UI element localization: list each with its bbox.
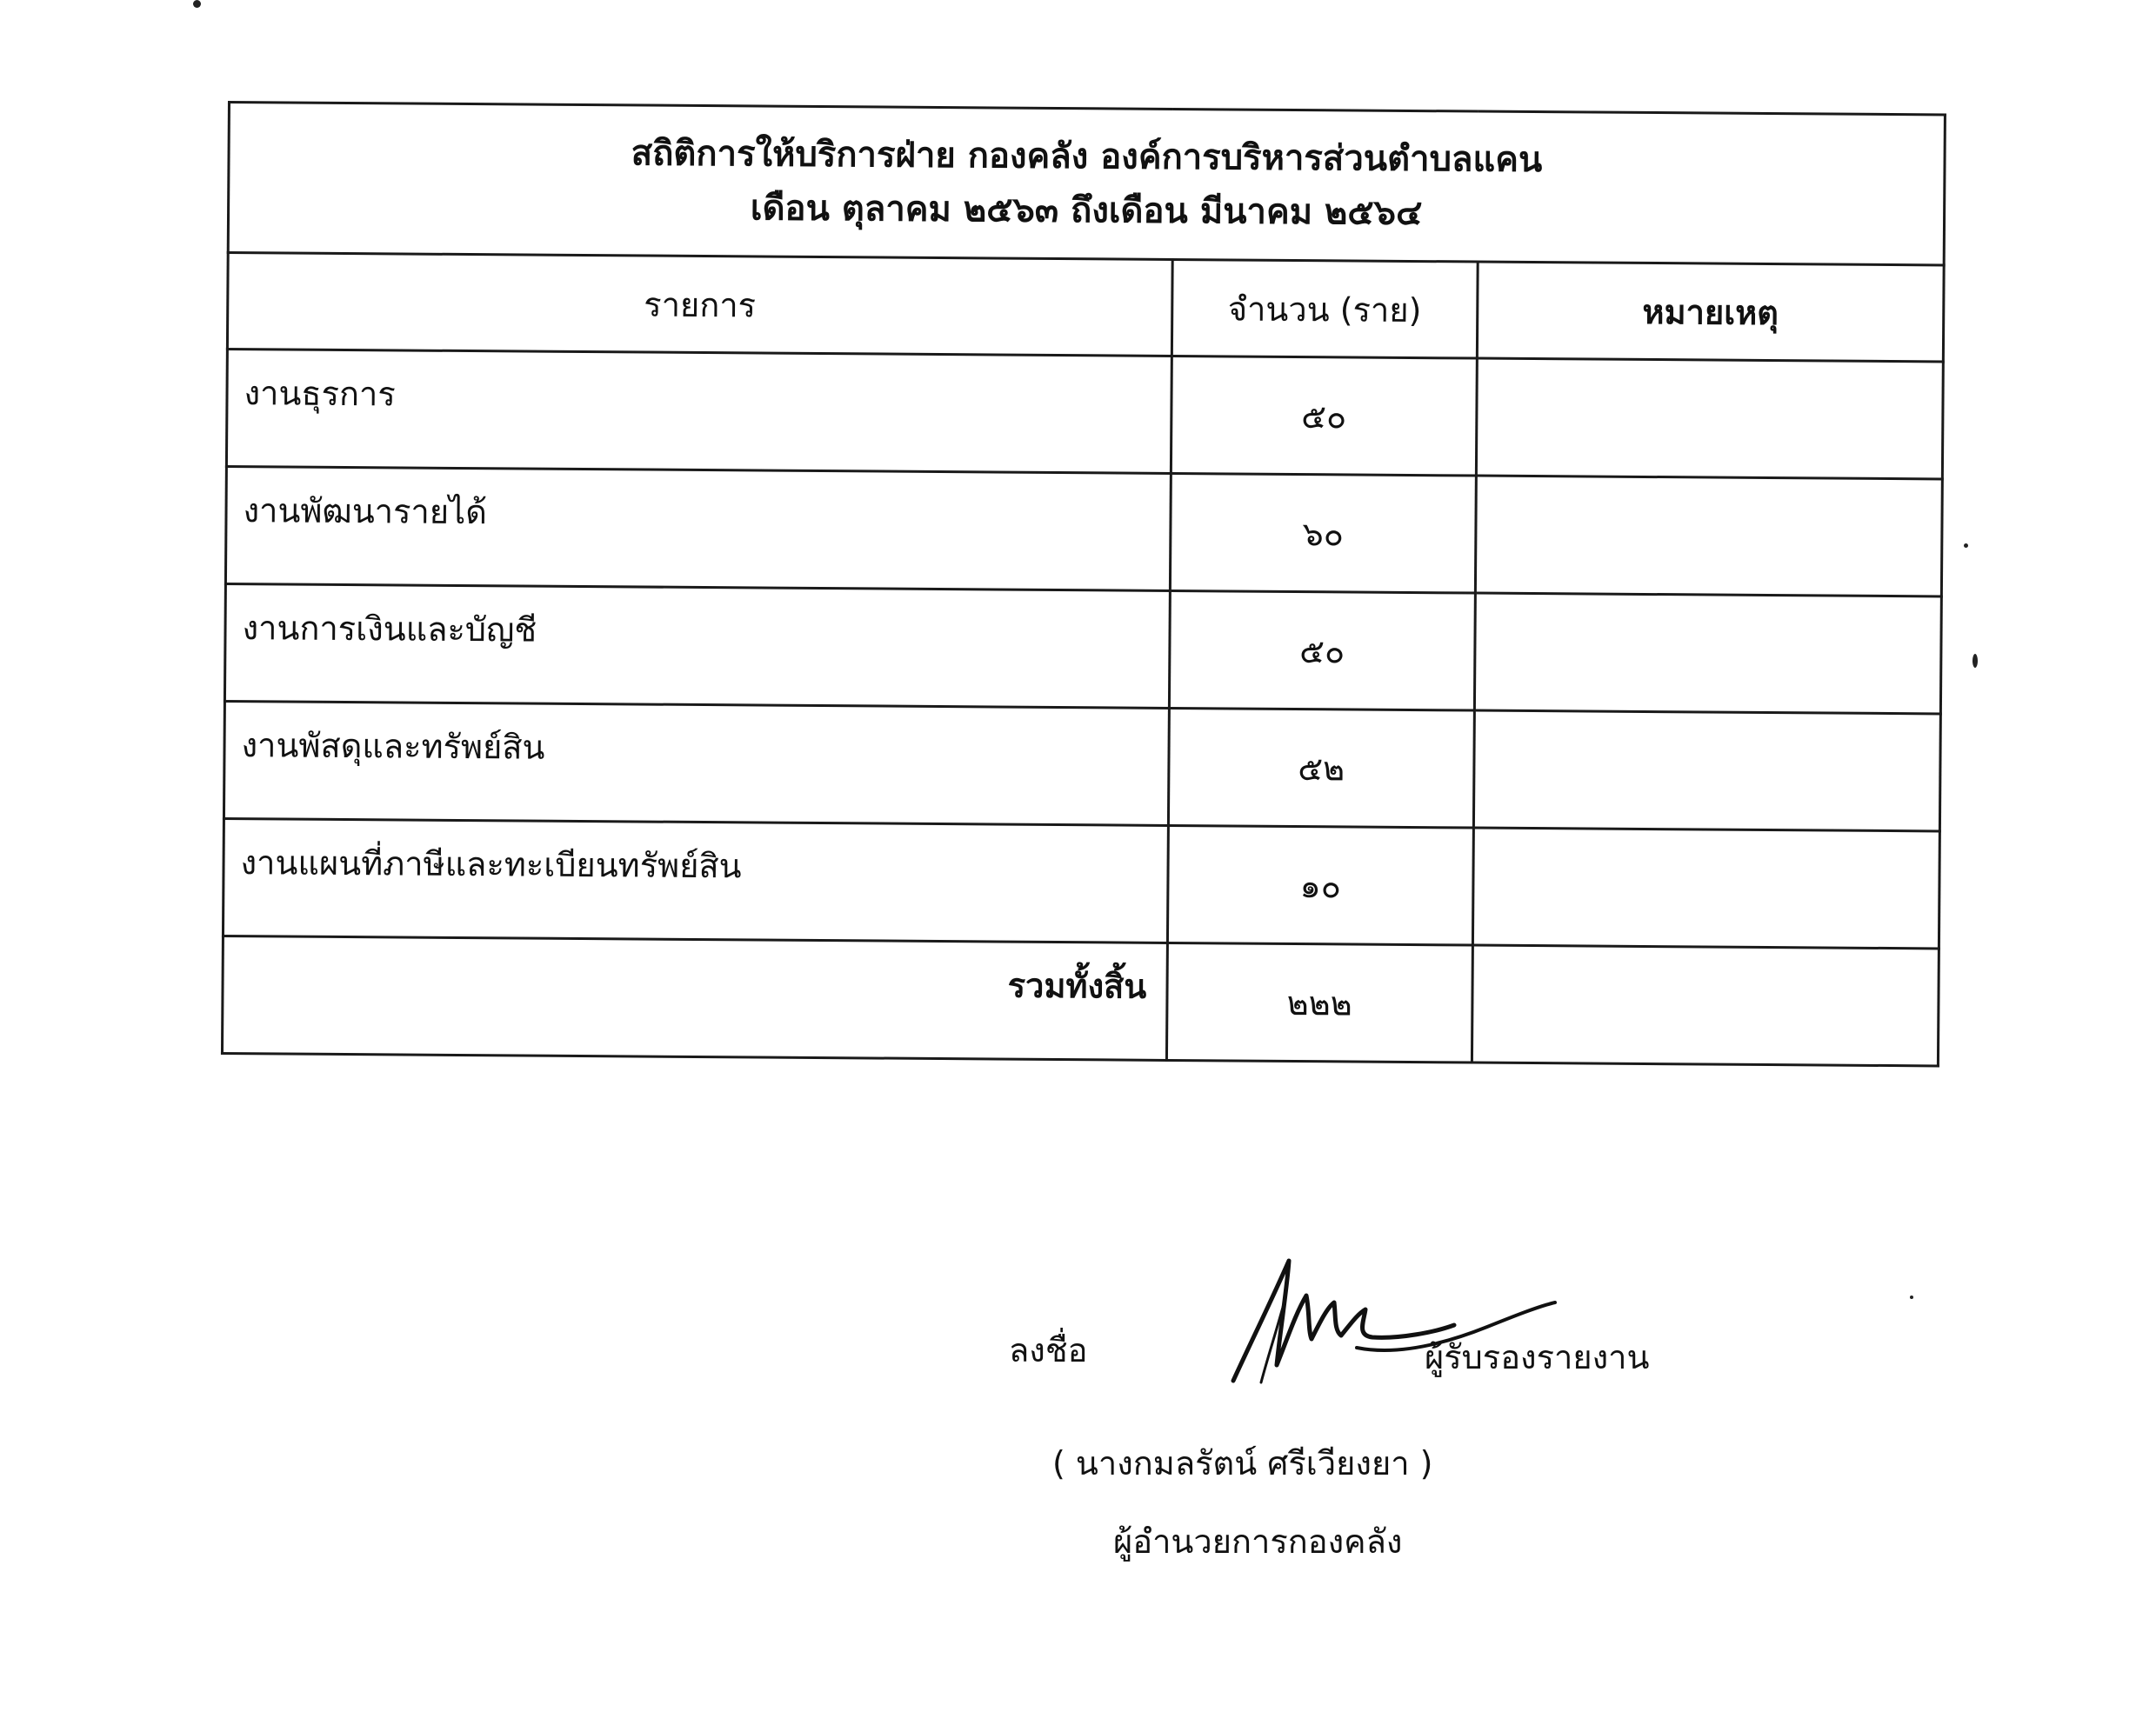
row-remark bbox=[1473, 710, 1940, 831]
total-label: รวมทั้งสิ้น bbox=[222, 936, 1167, 1060]
handwritten-signature bbox=[1226, 1252, 1557, 1391]
signatory-position: ผู้อำนวยการกองคลัง bbox=[1113, 1522, 1403, 1561]
row-count: ๕๒ bbox=[1168, 708, 1474, 828]
table-row bbox=[223, 818, 1939, 948]
row-count: ๖๐ bbox=[1170, 473, 1476, 593]
table-row bbox=[226, 350, 1943, 479]
title-line-1: สถิติการให้บริการฝ่าย กองคลัง องค์การบริหารส่วนตำบลแคน bbox=[631, 133, 1543, 181]
scan-speck bbox=[1964, 543, 1968, 548]
row-remark bbox=[1476, 358, 1943, 479]
row-remark bbox=[1472, 828, 1939, 949]
statistics-table bbox=[221, 101, 1946, 1067]
signature-role: ผู้รับรองรายงาน bbox=[1425, 1338, 1650, 1376]
signatory-name: ( นางกมลรัตน์ ศรีเวียงยา ) bbox=[1052, 1444, 1433, 1482]
row-count: ๑๐ bbox=[1167, 825, 1473, 945]
header-item: รายการ bbox=[227, 253, 1172, 356]
row-item: งานแผนที่ภาษีและทะเบียนทรัพย์สิน bbox=[223, 818, 1168, 943]
header-remark: หมายเหตุ bbox=[1477, 262, 1944, 362]
row-remark bbox=[1474, 593, 1941, 714]
scan-speck bbox=[1910, 1296, 1913, 1299]
scan-speck bbox=[193, 0, 201, 8]
table-header-row bbox=[227, 253, 1944, 362]
sign-label: ลงชื่อ bbox=[1009, 1331, 1088, 1369]
total-row bbox=[222, 936, 1939, 1065]
row-remark bbox=[1475, 476, 1942, 596]
table-row bbox=[225, 466, 1942, 596]
total-count: ๒๒๒ bbox=[1166, 943, 1472, 1063]
table-title-row bbox=[228, 103, 1945, 265]
scan-speck bbox=[1972, 654, 1978, 668]
header-count: จำนวน (ราย) bbox=[1171, 259, 1478, 358]
table-row bbox=[224, 583, 1941, 713]
total-remark bbox=[1472, 945, 1939, 1066]
table-title bbox=[228, 103, 1945, 265]
title-line-2: เดือน ตุลาคม ๒๕๖๓ ถึงเดือน มีนาคม ๒๕๖๔ bbox=[750, 188, 1423, 234]
row-count: ๕๐ bbox=[1169, 590, 1475, 710]
row-item: งานธุรการ bbox=[226, 350, 1171, 474]
table-row bbox=[224, 701, 1940, 830]
row-item: งานพัสดุและทรัพย์สิน bbox=[224, 701, 1169, 825]
row-item: งานการเงินและบัญชี bbox=[224, 583, 1170, 708]
row-count: ๕๐ bbox=[1171, 356, 1477, 476]
row-item: งานพัฒนารายได้ bbox=[225, 466, 1171, 590]
